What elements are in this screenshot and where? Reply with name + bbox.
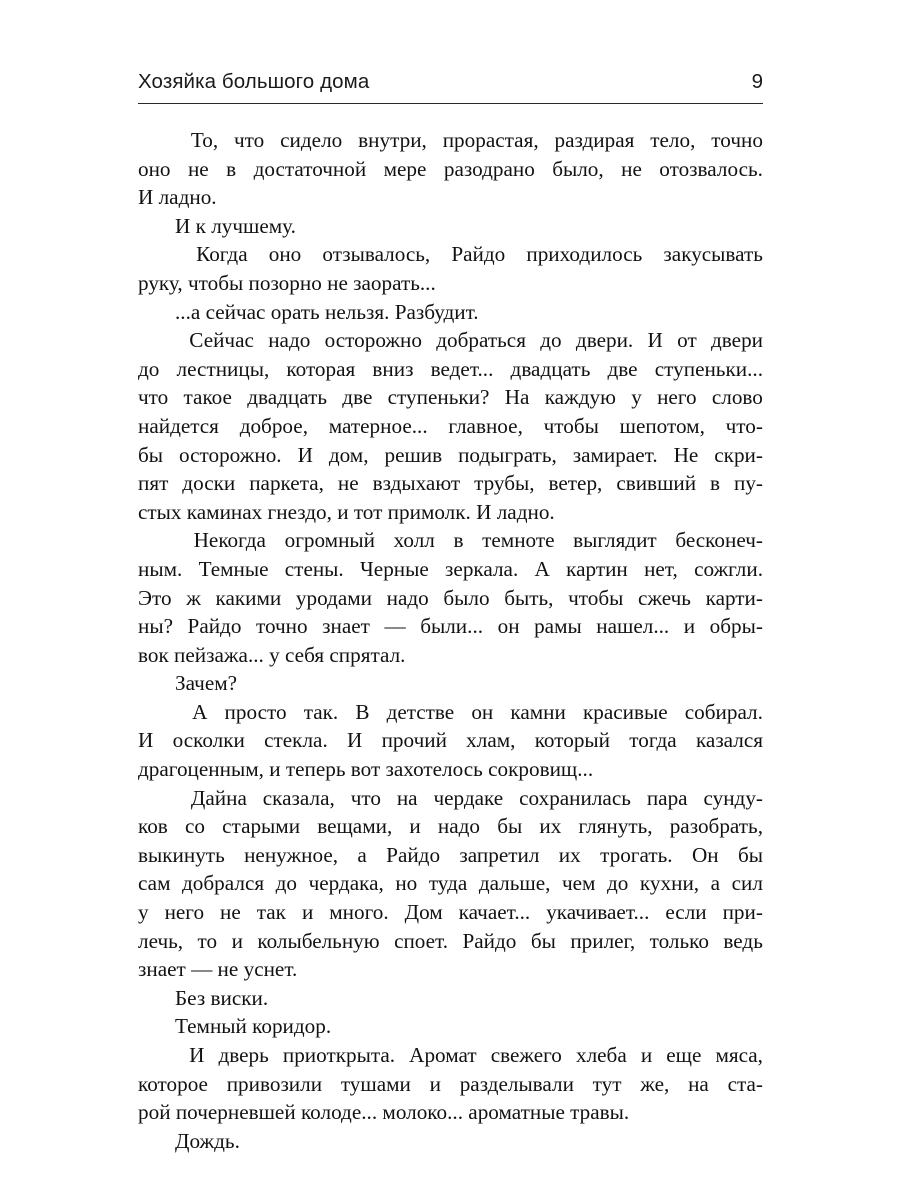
text-line [138,755,763,784]
word: Черные [360,556,429,581]
word: сидело [280,128,343,152]
text-line [138,841,763,870]
word: И [647,328,663,353]
word: Дайна [190,785,247,810]
text-line [138,612,763,641]
word: матерное... [328,413,428,438]
word: же, [640,1071,670,1096]
word: ным. [138,556,183,581]
word: То, [190,128,219,152]
word: достаточной [253,156,367,181]
text-line [138,326,763,355]
word: до [607,871,629,896]
word: доброе, [239,413,308,438]
text-line [138,641,763,670]
word: темноте [482,528,555,553]
word: трубы, [474,471,535,496]
word: чтобы [543,413,599,438]
word: отзывалось, [322,242,431,267]
word: надо [268,328,311,353]
word: и [683,614,696,639]
word: бы [138,442,164,467]
word: тут [592,1071,622,1096]
text-line [138,955,763,984]
word: добраться [436,328,526,353]
word: в [453,528,464,553]
line-text: руку, чтобы позорно не заорать... [138,270,436,295]
word: не [621,156,642,181]
word: запретил [459,842,540,867]
line-text: вок пейзажа... у себя спрятал. [138,642,406,667]
line-text: Без виски. [175,985,269,1010]
word: найдется [138,413,219,438]
word: на [396,785,418,810]
word: двадцать [510,356,591,381]
word: детстве [386,699,455,724]
word: пу- [733,471,763,496]
word: Темные [198,556,269,581]
word: На [504,385,530,410]
word: него [164,900,205,925]
paragraph [138,1012,763,1041]
word: свивший [616,471,697,496]
word: стекла. [264,728,328,753]
word: скри- [714,442,763,467]
text-line [138,698,763,727]
word: бы [530,928,556,953]
word: Это [138,585,172,610]
word: а [357,842,367,867]
word: закусывать [663,242,763,267]
text-line [138,183,763,212]
word: выкинуть [138,842,225,867]
text-line [138,383,763,412]
word: Некогда [193,528,266,553]
text-line [138,155,763,184]
word: трогать. [600,842,673,867]
word: туда [428,871,468,896]
word: от [677,328,697,353]
word: камни [510,699,566,724]
word: бесконеч- [675,528,763,553]
paragraph-indent [138,126,175,155]
word: шепотом, [619,413,705,438]
word: решив [384,442,443,467]
word: двери. [575,328,634,353]
word: две [607,356,638,381]
word: чем [561,871,596,896]
word: оно [268,242,302,267]
text-line [138,584,763,613]
line-text: драгоценным, и теперь вот захотелось сокровищ... [138,757,594,782]
word: казался [695,728,763,753]
word: выглядит [573,528,657,553]
word: двери [711,328,763,353]
text-line [138,555,763,584]
word: он [471,699,494,724]
word: такое [183,385,232,410]
word: а [710,871,721,896]
word: свежего [490,1043,562,1067]
word: рамы [534,614,582,639]
word: быть, [504,585,554,610]
word: ста- [727,1071,763,1096]
word: ведь [723,928,763,953]
word: и [409,814,421,839]
word: чердака, [308,871,384,896]
paragraph-indent [138,326,175,355]
word: точно [255,614,308,639]
word: Он [691,842,719,867]
word: слово [711,385,763,410]
paragraph [138,698,763,784]
word: А [192,699,208,724]
text-line [138,1070,763,1099]
word: у [138,900,149,925]
word: осторожно [324,328,422,353]
line-text: знает — не уснет. [138,957,298,982]
word: И [189,1043,205,1067]
text-line [138,240,763,269]
word: главное, [448,413,523,438]
word: ступеньки... [654,356,763,381]
word: сжечь [638,585,691,610]
paragraph [138,298,763,327]
text-line [138,898,763,927]
word: нет, [644,556,678,581]
word: при- [722,900,763,925]
word: разобрать, [669,814,763,839]
word: раздирая [554,128,635,152]
text-line [138,869,763,898]
word: пара [646,785,688,810]
word: сил [731,871,763,896]
word: уродами [295,585,372,610]
line-text: стых каминах гнездо, и тот примолк. И ладно. [138,499,555,524]
text-line [138,469,763,498]
word: сохранилась [519,785,631,810]
text-line [138,1098,763,1127]
paragraph [138,984,763,1013]
word: И [347,728,363,753]
word: разделывали [459,1071,574,1096]
word: хлам, [466,728,516,753]
word: укачивает... [546,900,650,925]
word: их [539,814,562,839]
word: точно [711,128,763,152]
text-line [138,726,763,755]
word: замирает. [572,442,658,467]
paragraph-indent [138,1041,175,1070]
word: тело, [650,128,696,152]
word: ненужное, [244,842,339,867]
word: оно [138,156,171,181]
word: него [657,385,697,410]
word: надо [386,585,429,610]
paragraph-indent [138,240,175,269]
paragraph [138,326,763,526]
word: их [558,842,581,867]
text-line [138,1012,763,1041]
word: было, [552,156,604,181]
word: двадцать [247,385,328,410]
paragraph-indent [138,784,175,813]
word: еще [666,1043,702,1067]
word: которое [138,1071,208,1096]
word: чтобы [568,585,624,610]
word: А [534,556,550,581]
paragraph [138,1127,763,1156]
word: бы [737,842,763,867]
word: зеркала. [445,556,519,581]
word: со [184,814,205,839]
word: были... [420,614,484,639]
word: до [138,356,160,381]
word: просто [224,699,287,724]
word: Райдо [187,614,242,639]
word: приоткрыта. [282,1043,396,1067]
word: не [187,156,209,181]
paragraph [138,526,763,669]
word: ветер, [548,471,603,496]
word: если [665,900,707,925]
body-text [138,126,763,1155]
line-text: Дождь. [175,1128,240,1153]
word: прорастая, [442,128,539,152]
word: осторожно. [178,442,282,467]
word: добрался [182,871,265,896]
word: только [649,928,709,953]
word: не [337,471,359,496]
word: Сейчас [189,328,254,353]
word: споет. [394,928,449,953]
word: дом, [328,442,369,467]
word: собирал. [684,699,763,724]
text-line [138,784,763,813]
word: и [429,1071,441,1096]
word: мере [383,156,427,181]
paragraph [138,212,763,241]
word: чердаке [433,785,504,810]
word: нашел... [596,614,670,639]
word: картин [566,556,628,581]
word: красивые [582,699,668,724]
word: две [342,385,373,410]
word: стены. [284,556,344,581]
word: пят [138,471,169,496]
word: Райдо [451,242,506,267]
line-text: Темный коридор. [175,1014,332,1039]
paragraph [138,1041,763,1127]
word: карти- [705,585,763,610]
word: мяса, [715,1043,763,1067]
word: вещами, [317,814,393,839]
word: в [226,156,237,181]
word: каждую [544,385,616,410]
word: качает... [458,900,531,925]
text-line [138,498,763,527]
line-text: И ладно. [138,185,217,210]
word: который [534,728,610,753]
word: подыграть, [458,442,557,467]
text-line [138,355,763,384]
word: старыми [222,814,301,839]
word: сказала, [262,785,335,810]
word: отозвалось. [659,156,763,181]
line-text: Зачем? [175,671,238,696]
word: Дом [404,900,443,925]
word: приходилось [526,242,643,267]
word: Райдо [386,842,441,867]
word: вниз [372,356,414,381]
text-line [138,1127,763,1156]
word: обры- [709,614,763,639]
word: — [384,614,406,639]
text-line [138,1041,763,1070]
word: глянуть, [578,814,653,839]
word: ж [186,585,201,610]
word: и [301,900,314,925]
word: ны? [138,614,173,639]
word: что [350,785,381,810]
word: знает [322,614,370,639]
word: и [231,928,243,953]
word: Когда [196,242,248,267]
word: паркета, [249,471,324,496]
word: много. [329,900,389,925]
word: что- [725,413,763,438]
word: Аромат [409,1043,477,1067]
word: он [497,614,520,639]
word: колыбельную [257,928,380,953]
text-line [138,412,763,441]
text-line [138,927,763,956]
word: какими [215,585,282,610]
word: внутри, [358,128,427,152]
word: так [256,900,286,925]
word: лечь, [138,928,184,953]
word: и [640,1043,653,1067]
word: сам [138,871,171,896]
word: прочий [381,728,447,753]
text-line [138,126,763,155]
word: до [275,871,298,896]
word: ков [138,814,168,839]
header-rule [138,103,763,104]
paragraph [138,669,763,698]
text-line [138,526,763,555]
word: тушами [340,1071,411,1096]
word: не [220,900,241,925]
running-header-title: Хозяйка большого дома [138,70,370,93]
word: было [443,585,490,610]
text-line [138,984,763,1013]
page-number: 9 [751,70,763,93]
line-text: ...а сейчас орать нельзя. Разбудит. [175,299,479,324]
word: доски [182,471,236,496]
word: дверь [218,1043,269,1067]
text-line [138,298,763,327]
word: до [540,328,562,353]
paragraph-indent [138,698,175,727]
text-line [138,669,763,698]
running-header [138,70,763,94]
paragraph [138,240,763,297]
text-line [138,441,763,470]
word: так. [303,699,339,724]
word: но [395,871,418,896]
word: осколки [172,728,245,753]
word: И [138,728,154,753]
word: сожгли. [694,556,763,581]
word: тогда [629,728,677,753]
word: лестницы, [176,356,270,381]
paragraph [138,784,763,984]
text-line [138,812,763,841]
line-text: рой почерневшей колоде... молоко... ароматные травы. [138,1100,630,1125]
word: сунду- [703,785,763,810]
word: кухни, [639,871,700,896]
word: холл [393,528,435,553]
word: бы [497,814,523,839]
word: Не [673,442,699,467]
word: дальше, [478,871,551,896]
word: в [710,471,721,496]
word: вздыхают [372,471,461,496]
text-line [138,269,763,298]
word: В [355,699,370,724]
word: которая [286,356,356,381]
word: у [631,385,642,410]
word: Райдо [462,928,517,953]
word: И [297,442,313,467]
word: что [138,385,169,410]
word: ведет... [430,356,494,381]
word: привозили [226,1071,323,1096]
text-line [138,212,763,241]
word: ступеньки? [387,385,490,410]
word: прилег, [570,928,636,953]
line-text: И к лучшему. [175,213,296,238]
word: огромный [284,528,375,553]
word: надо [437,814,481,839]
word: разодрано [443,156,535,181]
word: то [197,928,218,953]
paragraph [138,126,763,212]
word: на [688,1071,709,1096]
word: что [234,128,265,152]
paragraph-indent [138,526,175,555]
word: хлеба [575,1043,627,1067]
